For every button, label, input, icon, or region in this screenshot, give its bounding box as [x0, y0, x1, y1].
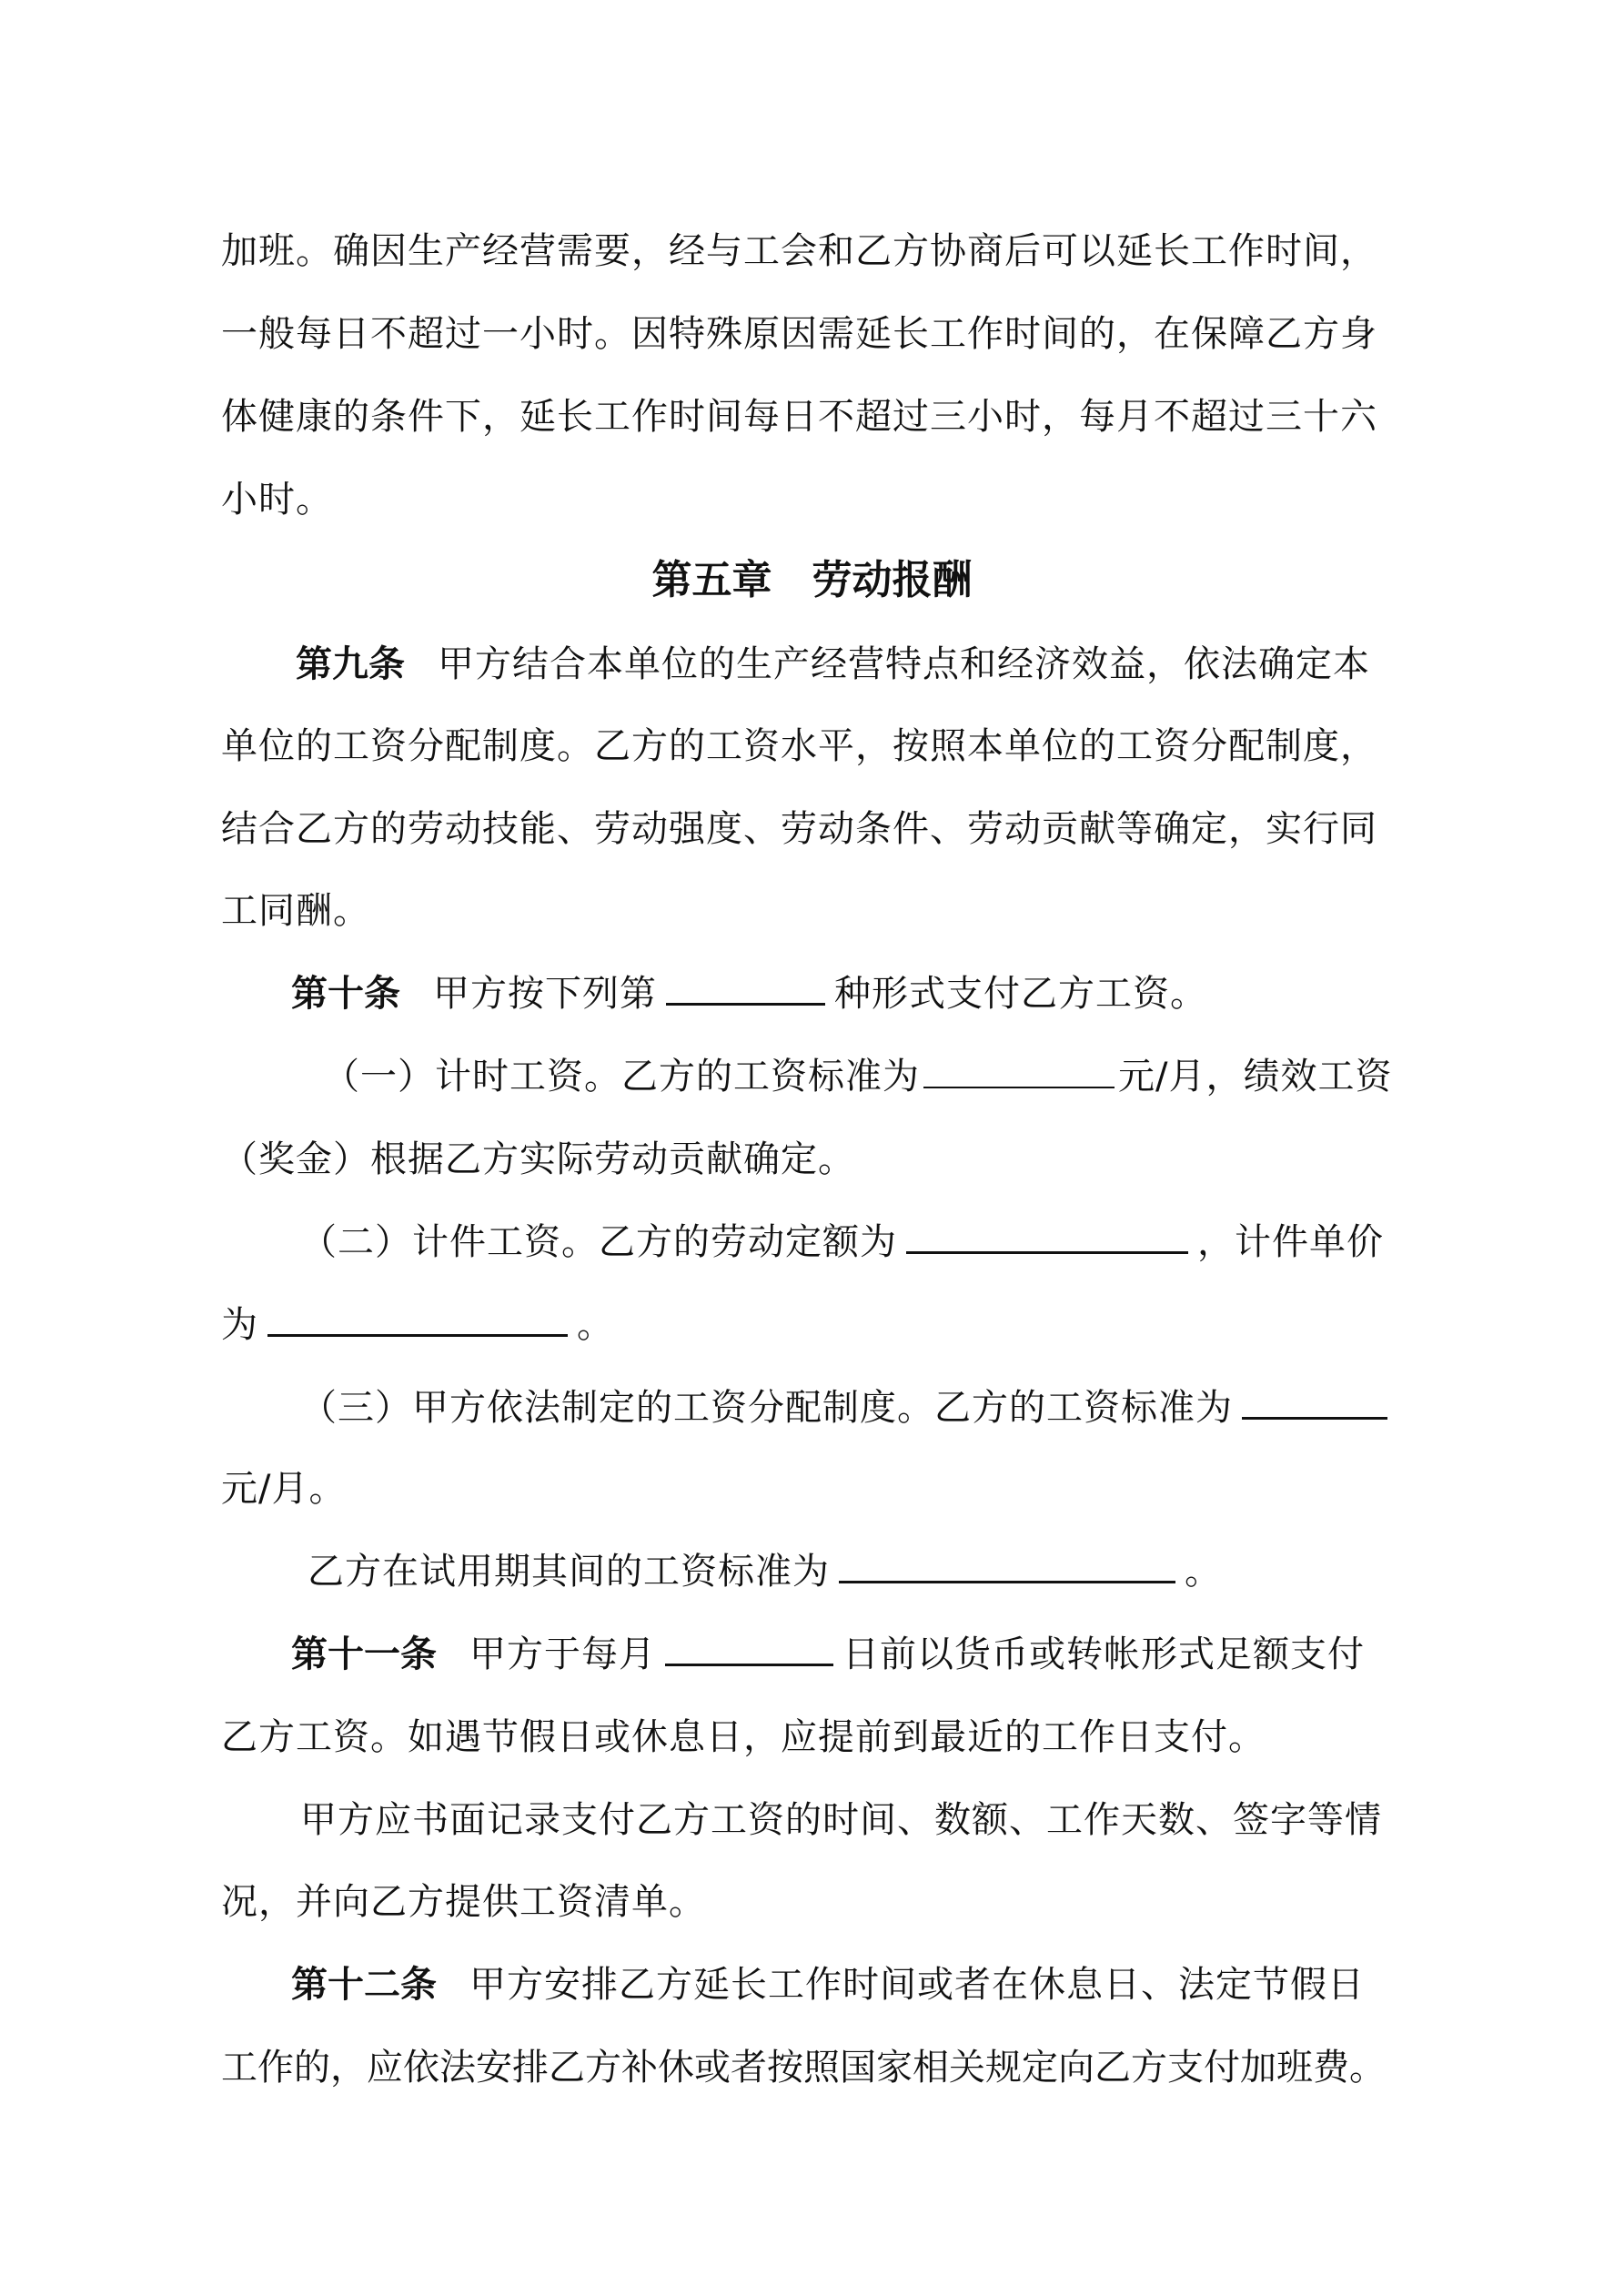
item-text: 元/月，绩效工资	[1118, 1056, 1393, 1097]
article-text: 甲方于每月	[469, 1633, 656, 1675]
paragraph-line: 甲方应书面记录支付乙方工资的时间、数额、工作天数、签字等情	[300, 1799, 1382, 1841]
paragraph-line: 况，并向乙方提供工资清单。	[221, 1881, 706, 1923]
item-text: 乙方在试用期其间的工资标准为	[308, 1551, 830, 1593]
item-text: 。	[577, 1304, 614, 1346]
paragraph-line: 加班。确因生产经营需要，经与工会和乙方协商后可以延长工作时间，	[221, 230, 1377, 272]
blank-field[interactable]	[839, 1544, 1175, 1583]
article-text: 甲方按下列第	[433, 973, 657, 1015]
article-label: 第十一条	[291, 1633, 437, 1675]
article-9-line	[296, 637, 1370, 692]
blank-field[interactable]	[267, 1298, 568, 1337]
item-text: （三）甲方依法制定的工资分配制度。乙方的工资标准为	[300, 1387, 1233, 1429]
paragraph-line: 单位的工资分配制度。乙方的工资水平，按照本单位的工资分配制度，	[221, 725, 1377, 767]
article-11-line	[291, 1627, 1365, 1682]
article-label: 第十条	[291, 973, 400, 1015]
article-text: 日前以货币或转帐形式足额支付	[842, 1633, 1365, 1675]
paragraph-line: 一般每日不超过一小时。因特殊原因需延长工作时间的，在保障乙方身	[221, 313, 1377, 355]
article-10-line	[291, 966, 1207, 1021]
article-text: 种形式支付乙方工资。	[834, 973, 1207, 1015]
chapter-title: 第五章 劳动报酬	[651, 557, 973, 603]
paragraph-line: 体健康的条件下，延长工作时间每日不超过三小时，每月不超过三十六	[221, 396, 1377, 438]
probation-line	[308, 1544, 1222, 1599]
article-label: 第十二条	[291, 1964, 437, 2006]
item-text: 。	[1185, 1551, 1222, 1593]
paragraph-line: 工同酬。	[221, 890, 370, 932]
item-1-line	[323, 1049, 1392, 1104]
paragraph-line: 乙方工资。如遇节假日或休息日，应提前到最近的工作日支付。	[221, 1716, 1266, 1758]
paragraph-line: （奖金）根据乙方实际劳动贡献确定。	[221, 1138, 855, 1180]
item-3-line	[300, 1381, 1387, 1435]
article-text: 甲方安排乙方延长工作时间或者在休息日、法定节假日	[469, 1964, 1365, 2006]
article-12-line	[291, 1957, 1365, 2012]
blank-field[interactable]	[906, 1215, 1188, 1254]
article-text: 甲方结合本单位的生产经营特点和经济效益，依法确定本	[438, 643, 1370, 685]
paragraph-line: 工作的，应依法安排乙方补休或者按照国家相关规定向乙方支付加班费。	[221, 2047, 1386, 2089]
blank-field[interactable]	[666, 966, 825, 1006]
article-label: 第九条	[296, 643, 405, 685]
item-text: （一）计时工资。乙方的工资标准为	[323, 1056, 920, 1097]
item-text: ，计件单价	[1197, 1221, 1384, 1263]
paragraph-line: 小时。	[221, 479, 333, 521]
item-2-line2	[221, 1298, 614, 1352]
item-2-line	[300, 1215, 1384, 1269]
paragraph-line: 结合乙方的劳动技能、劳动强度、劳动条件、劳动贡献等确定，实行同	[221, 808, 1377, 850]
blank-field[interactable]	[665, 1627, 833, 1666]
blank-field[interactable]	[1242, 1381, 1387, 1420]
item-text: （二）计件工资。乙方的劳动定额为	[300, 1221, 897, 1263]
item-text: 为	[221, 1304, 258, 1346]
paragraph-line: 元/月。	[221, 1468, 347, 1510]
blank-field[interactable]	[923, 1050, 1115, 1088]
